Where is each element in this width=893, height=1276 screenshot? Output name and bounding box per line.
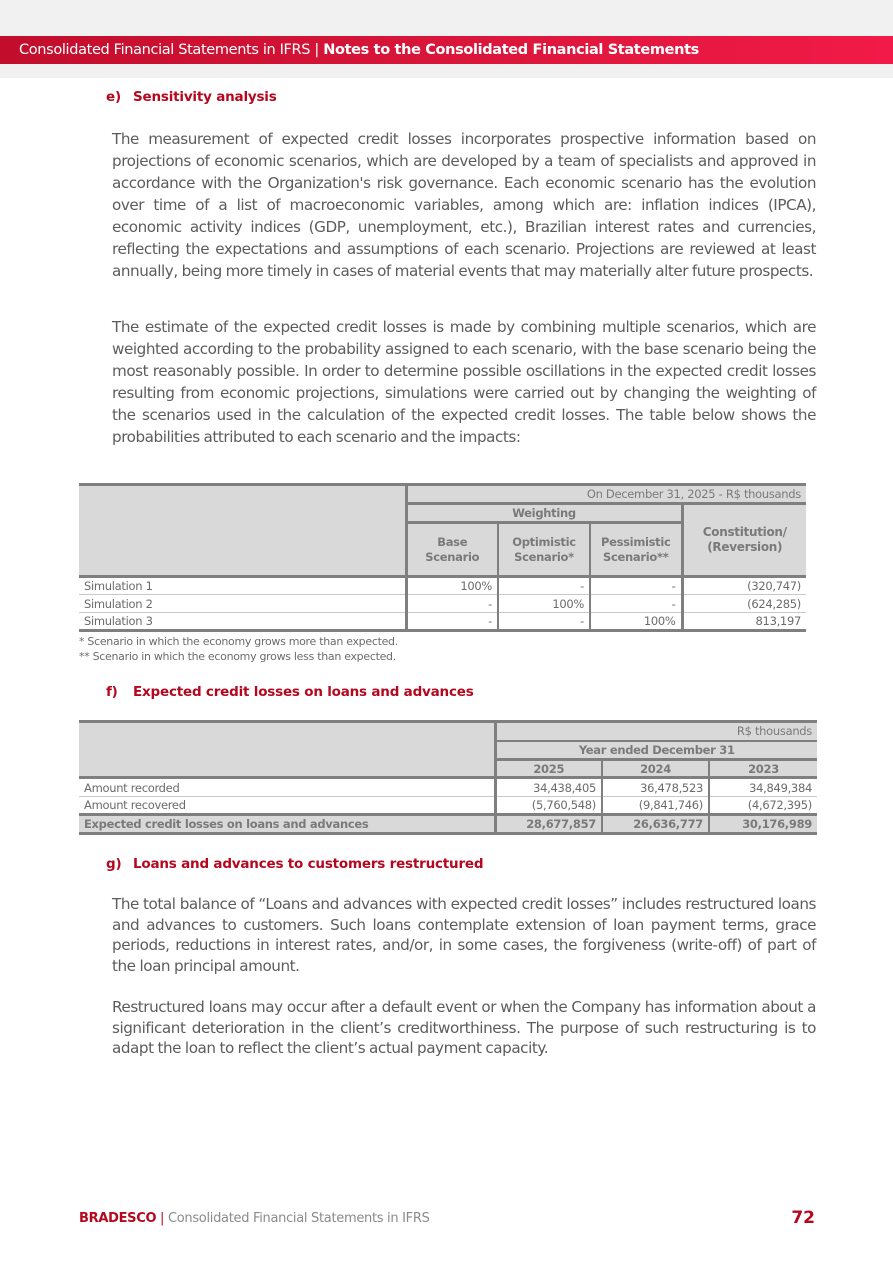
col-header-line: Scenario* [514,549,574,564]
row-label: Amount recovered [84,798,186,812]
table-row [79,595,806,613]
table-row [79,797,817,815]
column-header-2025: 2025 [495,760,602,778]
ecl-table-caption: R$ thousands [495,722,817,741]
cell-optimistic: - [498,577,590,595]
total-row [79,815,817,834]
cell-pessimistic: 100% [590,613,682,631]
col-header-line: Base [437,534,468,549]
col-header-line: (Reversion) [707,540,783,554]
footer-brand: BRADESCO [79,1211,157,1226]
section-e-paragraph-2: The estimate of the expected credit losses is made by combining multiple scenarios, which are weighted according to the probability assigned to each scenario, with the base scenario being the most reasonably possible. In order to determine possible oscillations in the expected credit losses resulting from economic projections, simulations were carried out by changing the weighting of the scenarios used in the calculation of the expected credit losses. The table below shows the probabilities attributed to each scenario and the impacts: [112,318,816,446]
col-header-line: Scenario** [603,549,669,564]
cell-impact: (320,747) [682,577,806,595]
page-footer [79,1211,430,1226]
column-header-2023: 2023 [709,760,817,778]
section-f-title: Expected credit losses on loans and advances [133,684,474,700]
section-f-heading [106,684,474,700]
sensitivity-table-corner [79,485,406,577]
col-header-line: Pessimistic [600,534,671,549]
footer-separator: | [156,1211,168,1226]
column-header-base-scenario [406,523,498,577]
ecl-table-corner [79,722,495,778]
sensitivity-table [79,483,806,632]
section-e-paragraph-1: The measurement of expected credit losses incorporates prospective information based on projections of economic scenarios, which are developed by a team of specialists and approved in accordance with the Organization's risk governance. Each economic scenario has the evolution over time of a list of macroeconomic variables, among which are: inflation indices (IPCA), economic activity indices (GDP, unemployment, etc.), Brazilian interest rates and currencies, reflecting the expectations and assumptions of each scenario. Projections are reviewed at least annually, being more timely in cases of material events that may materially alter future prospects. [112,130,816,280]
total-label: Expected credit losses on loans and advances [84,817,369,831]
row-label: Amount recorded [84,780,180,795]
section-g-paragraph-1: The total balance of “Loans and advances with expected credit losses” includes restructured loans and advances to customers. Such loans contemplate extension of loan payment terms, grace periods, reductions in interest rates, and/or, in some cases, the forgiveness (write-off) of part of the loan principal amount. [112,895,816,975]
section-g-paragraph-2: Restructured loans may occur after a default event or when the Company has information about a significant deterioration in the client’s creditworthiness. The purpose of such restructuring is to adapt the loan to reflect the client’s actual payment capacity. [112,998,816,1057]
cell-2024: 36,478,523 [602,778,709,797]
cell-2025: 34,438,405 [495,778,602,797]
cell-base: - [406,613,498,631]
cell-pessimistic: - [590,577,682,595]
row-label: Simulation 2 [84,596,153,611]
row-label: Simulation 3 [84,614,153,628]
footnote-optimistic: * Scenario in which the economy grows more than expected. [79,635,398,648]
expected-credit-losses-table [79,720,817,835]
total-2025: 28,677,857 [495,815,602,834]
section-g-letter: g) [106,856,122,872]
cell-optimistic: - [498,613,590,631]
header-separator: | [310,42,324,58]
page-number: 72 [791,1208,815,1228]
footer-doc-title: Consolidated Financial Statements in IFRS [167,1211,430,1226]
cell-2023: 34,849,384 [709,778,817,797]
col-header-line: Constitution/ [702,525,787,539]
table-row [79,613,806,631]
table-row [79,577,806,595]
header-sub-band [0,64,893,78]
col-header-line: Optimistic [512,534,576,549]
cell-optimistic: 100% [498,595,590,613]
section-e-title: Sensitivity analysis [133,89,277,105]
section-e-heading [106,89,277,105]
section-e-letter: e) [106,89,121,105]
cell-2025: (5,760,548) [495,797,602,815]
col-header-line: Scenario [425,549,480,564]
cell-impact: (624,285) [682,595,806,613]
section-f-letter: f) [106,684,118,700]
total-2023: 30,176,989 [709,815,817,834]
column-header-pessimistic-scenario [590,523,682,577]
column-header-constitution-reversion [682,504,806,577]
section-g-heading [106,856,483,872]
header-doc-title: Consolidated Financial Statements in IFRS [19,42,311,58]
column-header-optimistic-scenario [498,523,590,577]
cell-impact: 813,197 [682,613,806,631]
year-ended-group-header: Year ended December 31 [495,741,817,760]
cell-pessimistic: - [590,595,682,613]
table-row [79,778,817,797]
cell-2024: (9,841,746) [602,797,709,815]
weighting-group-header: Weighting [406,504,682,523]
cell-base: 100% [406,577,498,595]
column-header-2024: 2024 [602,760,709,778]
header-section-title: Notes to the Consolidated Financial Statements [323,42,699,58]
section-g-title: Loans and advances to customers restructured [133,856,484,872]
cell-2023: (4,672,395) [709,797,817,815]
cell-base: - [406,595,498,613]
row-label: Simulation 1 [84,579,153,593]
page-header-bar [0,36,893,64]
total-2024: 26,636,777 [602,815,709,834]
top-margin-band [0,0,893,36]
sensitivity-table-caption: On December 31, 2025 - R$ thousands [406,485,806,504]
footnote-pessimistic: ** Scenario in which the economy grows less than expected. [79,650,396,663]
